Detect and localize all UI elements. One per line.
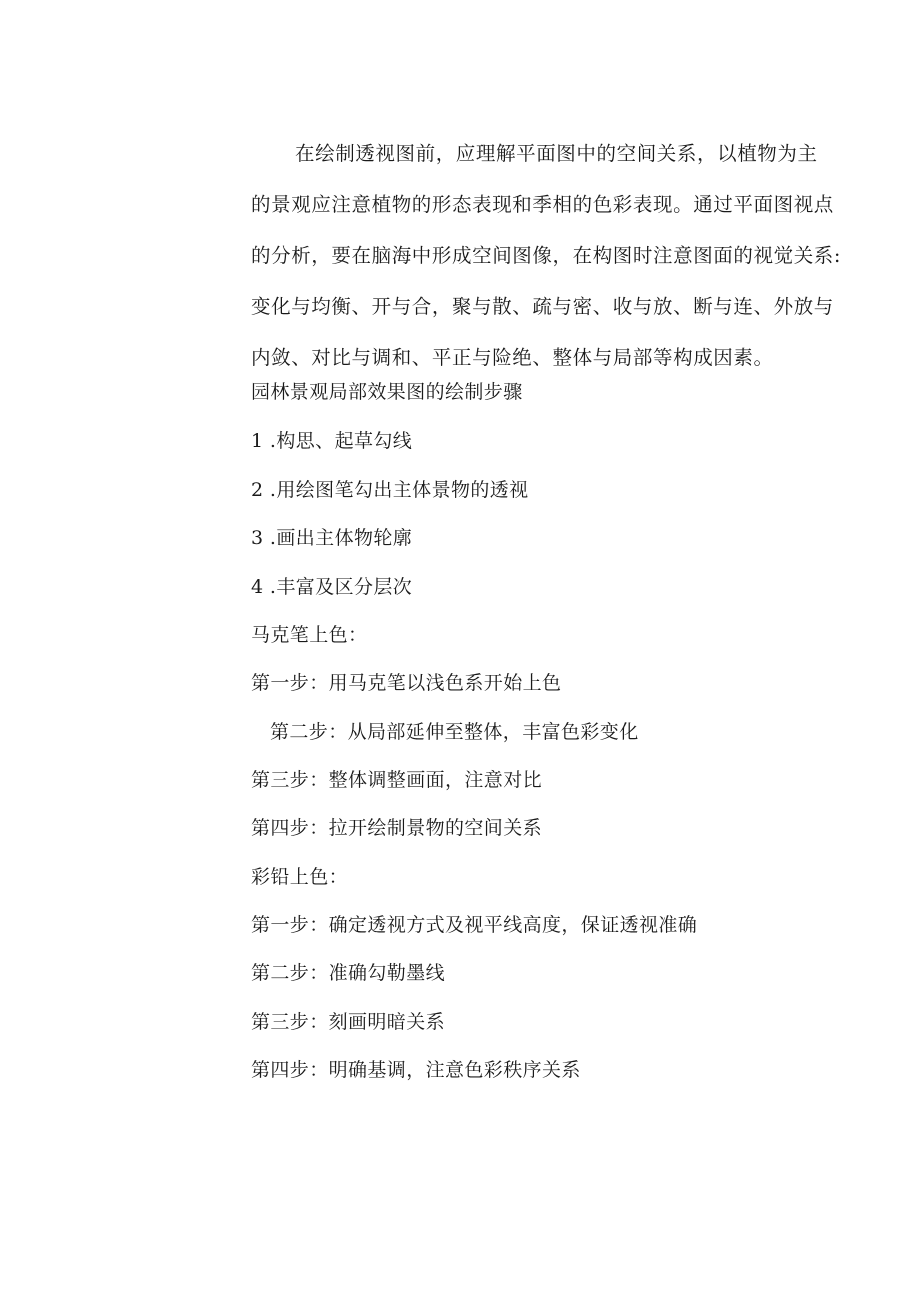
section-title: 园林景观局部效果图的绘制步骤 [251, 381, 523, 403]
intro-paragraph [251, 128, 842, 383]
pencil-step: 第三步：刻画明暗关系 [251, 1011, 446, 1033]
step-item: 3 .画出主体物轮廓 [251, 527, 413, 549]
intro-line: 在绘制透视图前，应理解平面图中的空间关系，以植物为主 [295, 142, 818, 165]
intro-line: 内敛、对比与调和、平正与险绝、整体与局部等构成因素。 [251, 346, 774, 369]
marker-step: 第三步：整体调整画面，注意对比 [251, 769, 543, 791]
pencil-step: 第四步：明确基调，注意色彩秩序关系 [251, 1059, 581, 1081]
marker-step: 第四步：拉开绘制景物的空间关系 [251, 817, 543, 839]
pencil-step: 第二步：准确勾勒墨线 [251, 962, 446, 984]
intro-line: 变化与均衡、开与合，聚与散、疏与密、收与放、断与连、外放与 [251, 295, 834, 318]
marker-step: 第二步：从局部延伸至整体，丰富色彩变化 [270, 721, 639, 743]
marker-section-title: 马克笔上色： [251, 624, 368, 646]
pencil-step: 第一步：确定透视方式及视平线高度，保证透视准确 [251, 914, 698, 936]
step-item: 1 .构思、起草勾线 [251, 430, 413, 452]
intro-line: 的景观应注意植物的形态表现和季相的色彩表现。通过平面图视点 [251, 193, 834, 216]
pencil-section-title: 彩铅上色： [251, 866, 349, 888]
step-item: 2 .用绘图笔勾出主体景物的透视 [251, 479, 529, 501]
marker-step: 第一步：用马克笔以浅色系开始上色 [251, 672, 562, 694]
intro-line: 的分析，要在脑海中形成空间图像，在构图时注意图面的视觉关系: [251, 244, 842, 267]
step-item: 4 .丰富及区分层次 [251, 576, 413, 598]
